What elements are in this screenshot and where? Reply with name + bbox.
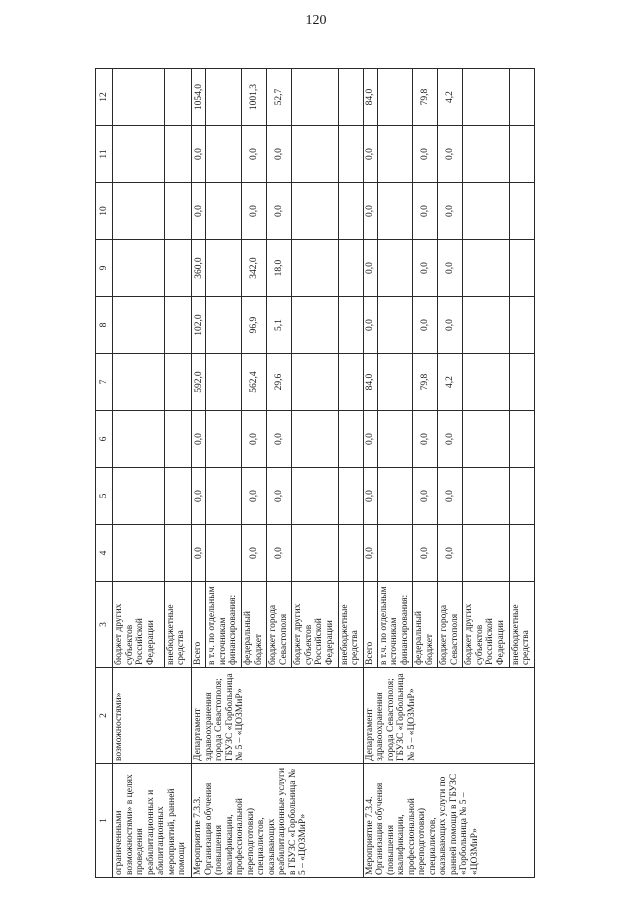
funding-source-label: бюджет других субъектов Российской Федерации <box>113 582 165 668</box>
value-cell <box>164 525 192 582</box>
header-cell: 4 <box>96 525 113 582</box>
value-cell <box>377 354 413 411</box>
value-cell <box>206 525 242 582</box>
value-cell: 592,0 <box>192 354 206 411</box>
value-cell <box>463 126 510 183</box>
value-cell <box>509 297 534 354</box>
header-cell: 2 <box>96 668 113 764</box>
value-cell <box>113 354 165 411</box>
value-cell <box>463 411 510 468</box>
funding-source-label: бюджет города Севастополя <box>267 582 292 668</box>
header-row <box>96 69 113 878</box>
header-cell: 7 <box>96 354 113 411</box>
executor-cell: возможностями» <box>113 668 192 764</box>
value-cell <box>113 468 165 525</box>
value-cell: 0,0 <box>192 468 206 525</box>
value-cell <box>509 183 534 240</box>
measure-description: ограниченными возможностями» в целях проведения реабилитационных и абилитационных мероприятий, ранней помощи <box>113 764 192 878</box>
value-cell <box>338 183 363 240</box>
value-cell <box>164 69 192 126</box>
value-cell <box>206 354 242 411</box>
value-cell <box>113 297 165 354</box>
value-cell <box>377 183 413 240</box>
value-cell <box>463 297 510 354</box>
header-cell: 6 <box>96 411 113 468</box>
value-cell <box>377 411 413 468</box>
value-cell: 0,0 <box>413 240 438 297</box>
executor-cell: Департамент здравоохранения города Севастополя; ГБУЗС «Горбольница № 5 – «ЦОЗМиР» <box>192 668 363 764</box>
funding-source-label: в т.ч. по отдельным источникам финансирования: <box>206 582 242 668</box>
value-cell: 0,0 <box>267 525 292 582</box>
value-cell <box>509 354 534 411</box>
value-cell: 84,0 <box>363 354 377 411</box>
value-cell <box>377 468 413 525</box>
funding-source-label: бюджет города Севастополя <box>438 582 463 668</box>
value-cell: 0,0 <box>242 468 267 525</box>
page-number: 120 <box>305 13 327 28</box>
header-cell: 5 <box>96 468 113 525</box>
value-cell: 360,0 <box>192 240 206 297</box>
value-cell <box>377 525 413 582</box>
value-cell: 0,0 <box>363 411 377 468</box>
value-cell: 0,0 <box>363 525 377 582</box>
header-cell: 9 <box>96 240 113 297</box>
value-cell <box>113 525 165 582</box>
value-cell: 102,0 <box>192 297 206 354</box>
value-cell <box>338 297 363 354</box>
value-cell <box>206 468 242 525</box>
value-cell: 0,0 <box>413 525 438 582</box>
value-cell: 0,0 <box>267 126 292 183</box>
value-cell <box>509 126 534 183</box>
value-cell: 0,0 <box>192 525 206 582</box>
value-cell <box>164 126 192 183</box>
value-cell <box>113 183 165 240</box>
value-cell: 562,4 <box>242 354 267 411</box>
value-cell <box>292 354 339 411</box>
value-cell: 0,0 <box>192 126 206 183</box>
value-cell: 0,0 <box>267 468 292 525</box>
value-cell <box>338 411 363 468</box>
value-cell: 1001,3 <box>242 69 267 126</box>
value-cell: 0,0 <box>438 468 463 525</box>
header-cell: 11 <box>96 126 113 183</box>
value-cell <box>509 411 534 468</box>
value-cell <box>164 240 192 297</box>
value-cell: 0,0 <box>363 183 377 240</box>
value-cell: 5,1 <box>267 297 292 354</box>
value-cell <box>292 297 339 354</box>
value-cell: 0,0 <box>438 240 463 297</box>
value-cell: 0,0 <box>438 126 463 183</box>
value-cell <box>292 240 339 297</box>
value-cell <box>113 240 165 297</box>
value-cell: 0,0 <box>363 126 377 183</box>
value-cell <box>377 69 413 126</box>
value-cell: 84,0 <box>363 69 377 126</box>
measure-description: Мероприятие 7.3.3. Организация обучения (повышения квалификации, профессиональной переподготовки) специалистов, оказывающих реабилитационные услуги в ГБУЗС «Горбольница № 5 – «ЦОЗМиР» <box>192 764 363 878</box>
value-cell <box>206 126 242 183</box>
header-cell: 10 <box>96 183 113 240</box>
value-cell: 0,0 <box>438 525 463 582</box>
value-cell: 0,0 <box>363 468 377 525</box>
value-cell <box>292 411 339 468</box>
value-cell <box>338 126 363 183</box>
value-cell <box>113 69 165 126</box>
value-cell: 0,0 <box>242 183 267 240</box>
value-cell <box>164 297 192 354</box>
header-cell: 8 <box>96 297 113 354</box>
value-cell: 4,2 <box>438 69 463 126</box>
value-cell <box>292 126 339 183</box>
value-cell <box>463 183 510 240</box>
value-cell: 0,0 <box>438 297 463 354</box>
value-cell: 79,8 <box>413 354 438 411</box>
value-cell: 0,0 <box>242 126 267 183</box>
value-cell: 0,0 <box>267 411 292 468</box>
value-cell <box>338 468 363 525</box>
value-cell: 0,0 <box>438 411 463 468</box>
value-cell: 0,0 <box>413 126 438 183</box>
value-cell <box>509 468 534 525</box>
measure-description: Мероприятие 7.3.4. Организация обучения (повышения квалификации, профессиональной переподготовки) специалистов, оказывающих услуги по ранней помощи в ГБУЗС «Горбольница № 5 – «ЦОЗМиР» <box>363 764 534 878</box>
funding-table <box>95 68 535 878</box>
table-row <box>113 69 165 878</box>
value-cell <box>509 69 534 126</box>
value-cell <box>463 525 510 582</box>
funding-source-label: федеральный бюджет <box>413 582 438 668</box>
funding-source-label: бюджет других субъектов Российской Федерации <box>292 582 339 668</box>
funding-source-label: внебюджетные средства <box>338 582 363 668</box>
header-cell: 12 <box>96 69 113 126</box>
value-cell <box>164 411 192 468</box>
value-cell <box>206 183 242 240</box>
value-cell <box>113 411 165 468</box>
value-cell <box>292 69 339 126</box>
funding-source-label: внебюджетные средства <box>164 582 192 668</box>
value-cell: 1054,0 <box>192 69 206 126</box>
value-cell <box>338 69 363 126</box>
value-cell <box>463 240 510 297</box>
value-cell: 4,2 <box>438 354 463 411</box>
value-cell <box>338 525 363 582</box>
value-cell: 0,0 <box>267 183 292 240</box>
value-cell: 0,0 <box>363 240 377 297</box>
value-cell <box>206 297 242 354</box>
value-cell: 342,0 <box>242 240 267 297</box>
value-cell <box>292 183 339 240</box>
value-cell: 0,0 <box>363 297 377 354</box>
value-cell <box>206 411 242 468</box>
funding-source-label: Всего <box>192 582 206 668</box>
value-cell <box>292 468 339 525</box>
value-cell: 0,0 <box>413 183 438 240</box>
value-cell <box>377 240 413 297</box>
rotated-table-container <box>95 72 535 878</box>
value-cell: 0,0 <box>413 411 438 468</box>
value-cell <box>377 126 413 183</box>
value-cell: 0,0 <box>438 183 463 240</box>
value-cell <box>338 240 363 297</box>
value-cell <box>206 69 242 126</box>
value-cell: 18,0 <box>267 240 292 297</box>
value-cell: 29,6 <box>267 354 292 411</box>
value-cell: 0,0 <box>192 183 206 240</box>
value-cell <box>509 525 534 582</box>
value-cell: 0,0 <box>413 297 438 354</box>
value-cell: 96,9 <box>242 297 267 354</box>
table-row <box>192 69 206 878</box>
value-cell <box>164 354 192 411</box>
value-cell: 0,0 <box>242 525 267 582</box>
value-cell: 0,0 <box>192 411 206 468</box>
value-cell <box>463 354 510 411</box>
funding-source-label: бюджет других субъектов Российской Федерации <box>463 582 510 668</box>
funding-source-label: внебюджетные средства <box>509 582 534 668</box>
value-cell <box>113 126 165 183</box>
table-row <box>363 69 377 878</box>
value-cell <box>292 525 339 582</box>
value-cell <box>463 468 510 525</box>
value-cell <box>509 240 534 297</box>
value-cell: 0,0 <box>242 411 267 468</box>
value-cell <box>164 183 192 240</box>
value-cell <box>206 240 242 297</box>
value-cell <box>164 468 192 525</box>
value-cell: 79,8 <box>413 69 438 126</box>
header-cell: 1 <box>96 764 113 878</box>
executor-cell: Департамент здравоохранения города Севастополя; ГБУЗС «Горбольница № 5 – «ЦОЗМиР» <box>363 668 534 764</box>
value-cell: 0,0 <box>413 468 438 525</box>
funding-source-label: в т.ч. по отдельным источникам финансирования: <box>377 582 413 668</box>
funding-source-label: федеральный бюджет <box>242 582 267 668</box>
value-cell <box>377 297 413 354</box>
value-cell <box>338 354 363 411</box>
funding-source-label: Всего <box>363 582 377 668</box>
value-cell <box>463 69 510 126</box>
value-cell: 52,7 <box>267 69 292 126</box>
header-cell: 3 <box>96 582 113 668</box>
